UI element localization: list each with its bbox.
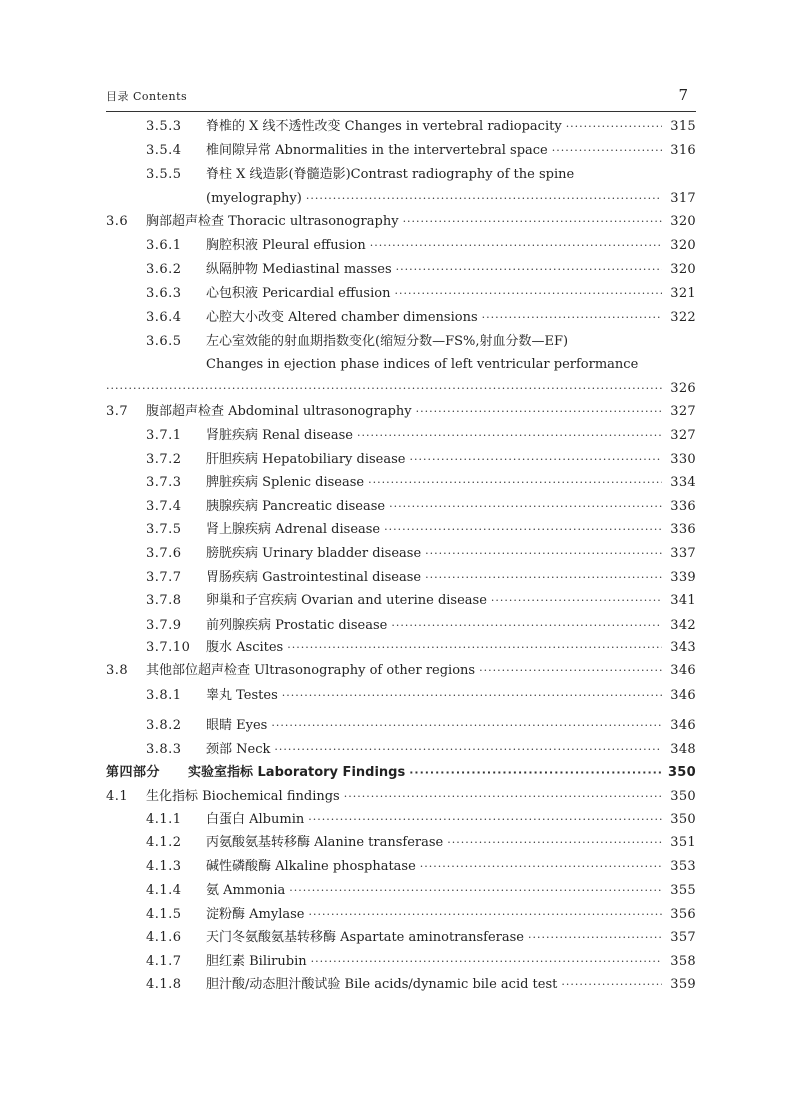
toc-entry-title-cont: Changes in ejection phase indices of left ventricular performance [206,357,639,372]
toc-entry[interactable] [106,402,696,422]
toc-entry-page: 315 [670,119,696,134]
toc-entry[interactable] [146,117,696,137]
toc-entry-title: 胸腔积液 Pleural effusion [206,238,366,253]
toc-entry[interactable] [146,616,696,636]
toc-entry-leader-line [106,379,696,399]
toc-entry-number: 3.7.6 [146,546,182,561]
toc-entry-number: 3.7.8 [146,593,182,608]
dot-leader [482,308,662,328]
toc-entry-number: 3.7 [106,404,129,419]
toc-entry[interactable] [106,661,696,681]
toc-entry-page: 339 [670,570,696,585]
toc-entry-title: 颈部 Neck [206,742,271,757]
dot-leader [287,638,662,658]
dot-leader [344,787,662,807]
toc-entry-page: 346 [670,688,696,703]
toc-entry-number: 3.7.5 [146,522,182,537]
toc-entry[interactable] [146,450,696,470]
dot-leader [308,810,662,830]
toc-entry[interactable] [146,165,696,185]
dot-leader [282,686,662,706]
toc-entry-page: 355 [670,883,696,898]
toc-entry-number: 3.7.7 [146,570,182,585]
toc-entry[interactable] [146,975,696,995]
toc-entry-title: 腹水 Ascites [206,640,284,655]
toc-entry[interactable] [146,686,696,706]
toc-entry-title: 心包积液 Pericardial effusion [206,286,391,301]
toc-entry-title: 肾脏疾病 Renal disease [206,428,353,443]
toc-entry[interactable] [146,638,696,658]
toc-entry-title: 胸部超声检查 Thoracic ultrasonography [146,214,399,229]
dot-leader [416,402,662,422]
toc-entry-number: 第四部分 [106,765,161,780]
dot-leader [306,189,662,209]
toc-entry[interactable] [146,952,696,972]
toc-entry-number: 3.7.9 [146,618,182,633]
toc-entry-continuation [206,189,696,209]
toc-entry-title: 脊柱 X 线造影(脊髓造影)Contrast radiography of the spine [206,167,575,182]
toc-entry-title: 胰腺疾病 Pancreatic disease [206,499,386,514]
toc-entry-title: 胃肠疾病 Gastrointestinal disease [206,570,422,585]
toc-entry[interactable] [146,881,696,901]
toc-entry-title: 左心室效能的射血期指数变化(缩短分数—FS%,射血分数—EF) [206,334,569,349]
toc-entry-title: 脊椎的 X 线不透性改变 Changes in vertebral radiopacity [206,119,562,134]
toc-entry[interactable] [146,497,696,517]
toc-entry-title: 腹部超声检查 Abdominal ultrasonography [146,404,412,419]
dot-leader [396,260,662,280]
toc-entry[interactable] [106,763,696,783]
toc-entry-page: 334 [670,475,696,490]
toc-entry-page: 342 [670,618,696,633]
toc-entry-number: 3.5.5 [146,167,182,182]
toc-entry[interactable] [146,833,696,853]
toc-entry-number: 3.6.4 [146,310,182,325]
toc-entry-page: 350 [667,765,696,780]
dot-leader [271,716,662,736]
toc-entry-title: 其他部位超声检查 Ultrasonography of other regions [146,663,476,678]
toc-entry-number: 4.1.8 [146,977,182,992]
dot-leader [425,568,662,588]
dot-leader [308,905,662,925]
toc-entry[interactable] [146,332,696,352]
toc-entry-number: 3.5.4 [146,143,182,158]
dot-leader [447,833,662,853]
toc-entry-page: 343 [670,640,696,655]
toc-entry-page: 350 [670,812,696,827]
toc-entry-title: 白蛋白 Albumin [206,812,305,827]
toc-entry[interactable] [106,787,696,807]
toc-entry-title: 肝胆疾病 Hepatobiliary disease [206,452,406,467]
toc-entry[interactable] [146,426,696,446]
toc-entry-number: 4.1.4 [146,883,182,898]
toc-entry-number: 4.1.1 [146,812,182,827]
dot-leader [552,141,662,161]
dot-leader [566,117,662,137]
dot-leader [491,591,662,611]
toc-entry-title: 膀胱疾病 Urinary bladder disease [206,546,422,561]
toc-entry-title: 胆红素 Bilirubin [206,954,307,969]
toc-entry[interactable] [146,591,696,611]
toc-entry-number: 3.7.4 [146,499,182,514]
toc-entry-title: 脾脏疾病 Splenic disease [206,475,365,490]
dot-leader [425,544,662,564]
toc-entry-title: 丙氨酸氨基转移酶 Alanine transferase [206,835,444,850]
dot-leader [368,473,662,493]
dot-leader [420,857,662,877]
toc-entry-number: 3.8.3 [146,742,182,757]
toc-entry-number: 3.7.1 [146,428,182,443]
toc-entry-title-cont: (myelography) [206,191,302,206]
toc-entry-title: 纵隔肿物 Mediastinal masses [206,262,392,277]
toc-entry-number: 3.6.2 [146,262,182,277]
toc-entry[interactable] [146,716,696,736]
toc-entry-page: 346 [670,663,696,678]
toc-entry[interactable] [146,740,696,760]
toc-entry-number: 3.8.2 [146,718,182,733]
toc-entry[interactable] [146,141,696,161]
toc-entry-page: 356 [670,907,696,922]
toc-entry-page: 317 [670,191,696,206]
toc-entry[interactable] [146,905,696,925]
toc-entry-page: 320 [670,238,696,253]
toc-entry-page: 320 [670,214,696,229]
toc-entry-page: 336 [670,522,696,537]
toc-entry-title: 心腔大小改变 Altered chamber dimensions [206,310,478,325]
toc-entry-page: 330 [670,452,696,467]
toc-entry[interactable] [146,473,696,493]
toc-entry-title: 天门冬氨酸氨基转移酶 Aspartate aminotransferase [206,930,525,945]
toc-entry[interactable] [146,308,696,328]
toc-entry-number: 3.8 [106,663,129,678]
toc-entry-title: 淀粉酶 Amylase [206,907,305,922]
toc-entry[interactable] [146,857,696,877]
toc-entry[interactable] [146,520,696,540]
toc-entry-title: 胆汁酸/动态胆汁酸试验 Bile acids/dynamic bile acid test [206,977,558,992]
toc-entry-title: 椎间隙异常 Abnormalities in the intervertebral space [206,143,548,158]
toc-entry-number: 3.6.3 [146,286,182,301]
dot-leader [370,236,662,256]
toc-entry-number: 3.6.1 [146,238,182,253]
toc-entry[interactable] [106,212,696,232]
dot-leader [289,881,662,901]
toc-entry[interactable] [146,928,696,948]
toc-entry-page: 322 [670,310,696,325]
dot-leader [391,616,662,636]
toc-entry-number: 4.1.2 [146,835,182,850]
toc-entry-page: 346 [670,718,696,733]
toc-entry-page: 350 [670,789,696,804]
toc-entry-number: 4.1.5 [146,907,182,922]
toc-entry-page: 357 [670,930,696,945]
dot-leader [403,212,662,232]
toc-entry-page: 326 [670,381,696,396]
toc-entry-title: 肾上腺疾病 Adrenal disease [206,522,381,537]
dot-leader [394,284,662,304]
toc-entry-page: 337 [670,546,696,561]
toc-entry-page: 358 [670,954,696,969]
toc-entry-number: 3.6.5 [146,334,182,349]
toc-entry-page: 353 [670,859,696,874]
toc-entry[interactable] [146,568,696,588]
toc-entry-number: 4.1.7 [146,954,182,969]
header-page-number: 7 [678,86,688,104]
dot-leader [409,763,662,783]
toc-entry-number: 4.1 [106,789,129,804]
toc-entry-title: 碱性磷酸酶 Alkaline phosphatase [206,859,416,874]
dot-leader [409,450,662,470]
toc-entry-title: 睾丸 Testes [206,688,278,703]
toc-entry-number: 4.1.3 [146,859,182,874]
toc-entry-number: 3.6 [106,214,129,229]
toc-entry-number: 4.1.6 [146,930,182,945]
dot-leader [479,661,662,681]
toc-entry-number: 3.7.10 [146,640,191,655]
toc-entry-page: 341 [670,593,696,608]
toc-entry-title: 眼睛 Eyes [206,718,268,733]
toc-entry[interactable] [146,284,696,304]
dot-leader [357,426,662,446]
toc-entry-title: 实验室指标 Laboratory Findings [188,765,406,780]
toc-entry-number: 3.7.2 [146,452,182,467]
toc-entry-title: 前列腺疾病 Prostatic disease [206,618,388,633]
toc-entry-number: 3.7.3 [146,475,182,490]
toc-entry-page: 316 [670,143,696,158]
toc-entry[interactable] [146,544,696,564]
toc-entry[interactable] [146,810,696,830]
dot-leader [106,379,662,399]
toc-entry-title: 生化指标 Biochemical findings [146,789,340,804]
toc-entry-number: 3.5.3 [146,119,182,134]
toc-entry-title: 卵巢和子宫疾病 Ovarian and uterine disease [206,593,487,608]
toc-entry-page: 320 [670,262,696,277]
toc-entry-page: 348 [670,742,696,757]
toc-entry[interactable] [146,236,696,256]
dot-leader [311,952,662,972]
toc-entry-page: 327 [670,404,696,419]
toc-entry-page: 336 [670,499,696,514]
toc-entry-page: 359 [670,977,696,992]
dot-leader [384,520,662,540]
header-title: 目录 Contents [106,90,188,103]
dot-leader [389,497,662,517]
dot-leader [274,740,662,760]
toc-entry-number: 3.8.1 [146,688,182,703]
toc-entry-title: 氨 Ammonia [206,883,286,898]
toc-entry[interactable] [146,260,696,280]
toc-entry-page: 351 [670,835,696,850]
toc-entry-page: 327 [670,428,696,443]
dot-leader [561,975,662,995]
toc-entry-page: 321 [670,286,696,301]
dot-leader [528,928,662,948]
